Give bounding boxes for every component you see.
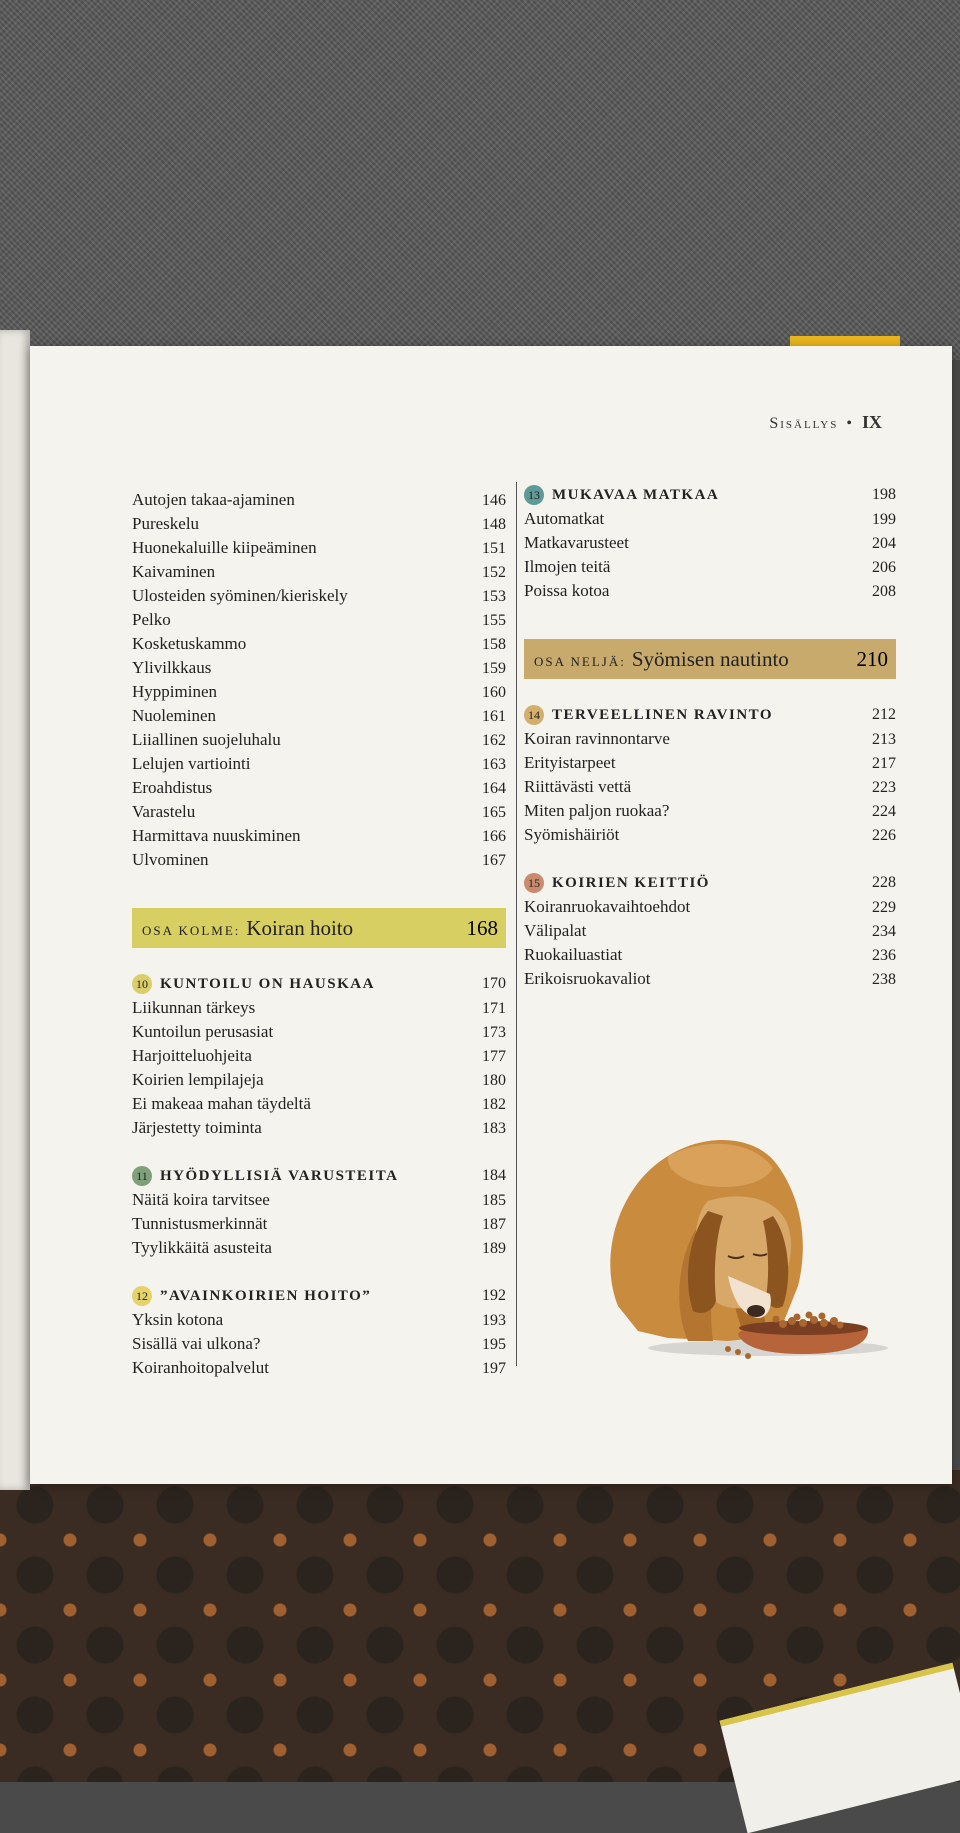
entry-page: 208 (872, 583, 896, 600)
toc-entry (132, 1236, 506, 1260)
entry-page: 229 (872, 899, 896, 916)
entry-title: Sisällä vai ulkona? (132, 1334, 261, 1353)
entry-title: Koiranruokavaihtoehdot (524, 897, 691, 916)
toc-entry (132, 848, 506, 872)
toc-left-column (132, 488, 506, 1380)
page-number: IX (861, 412, 882, 432)
entry-page: 152 (482, 564, 506, 581)
entry-page: 159 (482, 660, 506, 677)
chapter-title: TERVEELLINEN RAVINTO (552, 707, 774, 723)
toc-entry (524, 943, 896, 967)
entry-title: Järjestetty toiminta (132, 1118, 262, 1137)
toc-entry (132, 656, 506, 680)
part-title: Koiran hoito (246, 915, 354, 940)
entry-page: 206 (872, 559, 896, 576)
toc-entry (132, 1116, 506, 1140)
facing-page-edge (0, 330, 30, 1490)
entry-title: Autojen takaa-ajaminen (132, 490, 295, 509)
entry-title: Erityistarpeet (524, 753, 616, 772)
entry-title: Liiallinen suojeluhalu (132, 730, 281, 749)
entry-title: Harjoitteluohjeita (132, 1046, 252, 1065)
running-title: Sisällys (769, 415, 839, 432)
part-label (142, 916, 353, 941)
toc-entry (524, 919, 896, 943)
entry-title: Koiran ravinnontarve (524, 729, 670, 748)
toc-entry (524, 727, 896, 751)
header-bullet: • (846, 415, 854, 432)
toc-entry (524, 967, 896, 991)
entry-title: Varastelu (132, 802, 196, 821)
entry-page: 173 (482, 1024, 506, 1041)
chapter-number-badge: 14 (524, 705, 544, 725)
part-page: 210 (856, 646, 888, 671)
toc-entry (132, 1332, 506, 1356)
entry-page: 238 (872, 971, 896, 988)
entry-title: Miten paljon ruokaa? (524, 801, 670, 820)
toc-entry (132, 536, 506, 560)
entry-title: Lelujen vartiointi (132, 754, 251, 773)
toc-entry (524, 751, 896, 775)
book-cover-edge (790, 336, 900, 346)
entry-title: Ilmojen teitä (524, 557, 611, 576)
entry-title: Hyppiminen (132, 682, 217, 701)
chapter-title: HYÖDYLLISIÄ VARUSTEITA (160, 1168, 399, 1184)
toc-entry (132, 560, 506, 584)
entry-title: Välipalat (524, 921, 587, 940)
chapter-page: 170 (482, 975, 506, 992)
entry-page: 199 (872, 511, 896, 528)
entry-page: 197 (482, 1360, 506, 1377)
toc-entry (132, 752, 506, 776)
entry-page: 187 (482, 1216, 506, 1233)
entry-title: Eroahdistus (132, 778, 213, 797)
entry-title: Ei makeaa mahan täydeltä (132, 1094, 311, 1113)
entry-page: 151 (482, 540, 506, 557)
entry-page: 195 (482, 1336, 506, 1353)
entry-title: Harmittava nuuskiminen (132, 826, 301, 845)
chapter-number-badge: 11 (132, 1166, 152, 1186)
chapter-heading (524, 483, 896, 507)
chapter-title: ”AVAINKOIRIEN HOITO” (160, 1288, 372, 1304)
entry-page: 161 (482, 708, 506, 725)
chapter-page: 228 (872, 874, 896, 891)
entry-page: 234 (872, 923, 896, 940)
entry-page: 148 (482, 516, 506, 533)
chapter-number-badge: 15 (524, 873, 544, 893)
toc-entry (524, 823, 896, 847)
part-prefix: OSA NELJÄ: (534, 653, 626, 669)
entry-page: 160 (482, 684, 506, 701)
toc-entry (132, 680, 506, 704)
entry-page: 226 (872, 827, 896, 844)
entry-title: Erikoisruokavaliot (524, 969, 651, 988)
toc-entry (132, 584, 506, 608)
toc-entry (132, 1212, 506, 1236)
entry-page: 180 (482, 1072, 506, 1089)
entry-title: Ulosteiden syöminen/kieriskely (132, 586, 348, 605)
entry-page: 236 (872, 947, 896, 964)
part-page: 168 (466, 915, 498, 940)
entry-title: Ulvominen (132, 850, 209, 869)
part-three-banner (132, 908, 506, 948)
entry-page: 185 (482, 1192, 506, 1209)
toc-entry (132, 632, 506, 656)
entry-title: Matkavarusteet (524, 533, 629, 552)
entry-page: 163 (482, 756, 506, 773)
chapter-heading (132, 972, 506, 996)
entry-title: Tunnistusmerkinnät (132, 1214, 268, 1233)
toc-entry (524, 895, 896, 919)
toc-entry (524, 531, 896, 555)
entry-title: Liikunnan tärkeys (132, 998, 256, 1017)
toc-entry (132, 1308, 506, 1332)
entry-page: 223 (872, 779, 896, 796)
toc-entry (132, 1068, 506, 1092)
entry-title: Yksin kotona (132, 1310, 224, 1329)
entry-page: 166 (482, 828, 506, 845)
entry-title: Pureskelu (132, 514, 200, 533)
toc-entry (524, 579, 896, 603)
entry-page: 146 (482, 492, 506, 509)
toc-entries-top (132, 488, 506, 872)
toc-entry (524, 507, 896, 531)
chapter-heading (524, 703, 896, 727)
entry-page: 213 (872, 731, 896, 748)
entry-title: Poissa kotoa (524, 581, 610, 600)
part-four-banner (524, 639, 896, 679)
entry-title: Syömishäiriöt (524, 825, 620, 844)
toc-entry (132, 608, 506, 632)
chapter-page: 212 (872, 706, 896, 723)
toc-entry (132, 1188, 506, 1212)
entry-title: Riittävästi vettä (524, 777, 632, 796)
running-header (769, 412, 882, 433)
chapter-title: MUKAVAA MATKAA (552, 487, 720, 503)
part-prefix: OSA KOLME: (142, 922, 241, 938)
entry-title: Kosketuskammo (132, 634, 247, 653)
chapter-title: KOIRIEN KEITTIÖ (552, 875, 710, 891)
entry-title: Koirien lempilajeja (132, 1070, 264, 1089)
toc-entry (524, 799, 896, 823)
toc-entry (132, 776, 506, 800)
entry-title: Kuntoilun perusasiat (132, 1022, 274, 1041)
entry-page: 182 (482, 1096, 506, 1113)
part-title: Syömisen nautinto (631, 646, 789, 671)
book-page (30, 346, 952, 1484)
toc-entry (132, 1356, 506, 1380)
toc-right-column (524, 483, 896, 991)
entry-title: Kaivaminen (132, 562, 216, 581)
entry-title: Nuoleminen (132, 706, 217, 725)
entry-page: 164 (482, 780, 506, 797)
entry-page: 162 (482, 732, 506, 749)
chapter-heading (132, 1284, 506, 1308)
entry-title: Ylivilkkaus (132, 658, 212, 677)
toc-entry (132, 800, 506, 824)
chapter-number-badge: 12 (132, 1286, 152, 1306)
entry-title: Näitä koira tarvitsee (132, 1190, 270, 1209)
toc-entry (132, 824, 506, 848)
toc-entry (132, 512, 506, 536)
entry-title: Koiranhoitopalvelut (132, 1358, 269, 1377)
toc-entry (132, 488, 506, 512)
entry-page: 193 (482, 1312, 506, 1329)
entry-page: 204 (872, 535, 896, 552)
toc-entry (132, 1092, 506, 1116)
chapter-heading (524, 871, 896, 895)
entry-page: 189 (482, 1240, 506, 1257)
toc-entry (132, 704, 506, 728)
chapter-number-badge: 13 (524, 485, 544, 505)
toc-entry (524, 775, 896, 799)
chapter-page: 192 (482, 1287, 506, 1304)
entry-page: 167 (482, 852, 506, 869)
entry-page: 217 (872, 755, 896, 772)
entry-page: 171 (482, 1000, 506, 1017)
toc-entry (132, 728, 506, 752)
entry-title: Pelko (132, 610, 171, 629)
chapter-page: 198 (872, 486, 896, 503)
basset-hound-eating-illustration (578, 1106, 918, 1366)
part-label (534, 647, 789, 672)
chapter-page: 184 (482, 1167, 506, 1184)
entry-page: 165 (482, 804, 506, 821)
entry-title: Automatkat (524, 509, 605, 528)
entry-page: 153 (482, 588, 506, 605)
chapter-number-badge: 10 (132, 974, 152, 994)
entry-title: Ruokailuastiat (524, 945, 623, 964)
entry-page: 224 (872, 803, 896, 820)
chapter-title: KUNTOILU ON HAUSKAA (160, 976, 375, 992)
toc-entry (132, 996, 506, 1020)
entry-page: 158 (482, 636, 506, 653)
entry-title: Huonekaluille kiipeäminen (132, 538, 317, 557)
entry-page: 177 (482, 1048, 506, 1065)
toc-entry (132, 1020, 506, 1044)
entry-title: Tyylikkäitä asusteita (132, 1238, 272, 1257)
chapter-heading (132, 1164, 506, 1188)
entry-page: 183 (482, 1120, 506, 1137)
entry-page: 155 (482, 612, 506, 629)
toc-entry (132, 1044, 506, 1068)
toc-entry (524, 555, 896, 579)
column-divider (516, 482, 517, 1366)
fabric-background (0, 0, 960, 360)
